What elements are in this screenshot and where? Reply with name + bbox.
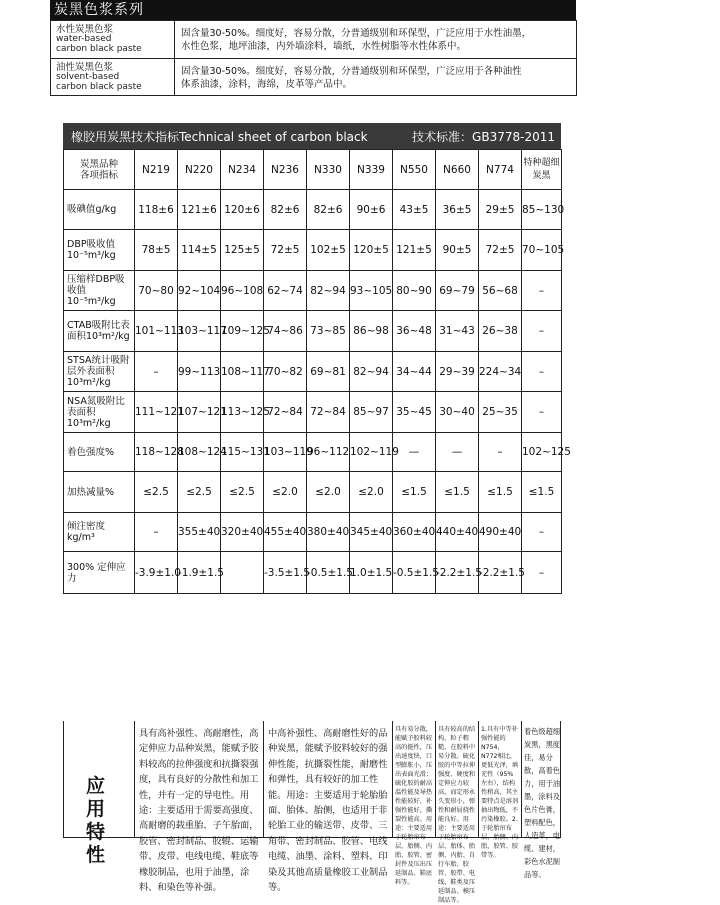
table-cell: 82~94 bbox=[350, 352, 393, 392]
table-cell: 108~117 bbox=[221, 352, 264, 392]
table-cell: 36±5 bbox=[436, 190, 479, 230]
table-cell: -0.5±1.5 bbox=[307, 552, 350, 594]
table-cell: 69~81 bbox=[307, 352, 350, 392]
table-cell: ≤2.5 bbox=[178, 472, 221, 513]
table-row bbox=[64, 352, 562, 392]
header-label-line: 各项指标 bbox=[79, 169, 118, 181]
table-cell: 113~125 bbox=[221, 392, 264, 433]
table-cell: 355±40 bbox=[178, 513, 221, 552]
table-cell: 1.0±1.5 bbox=[350, 552, 393, 594]
row-label: 吸碘值g/kg bbox=[64, 190, 135, 230]
table-cell: — bbox=[436, 433, 479, 472]
table-cell: – bbox=[522, 271, 562, 311]
table-cell: 115~131 bbox=[221, 433, 264, 472]
application-label-cell bbox=[64, 721, 135, 866]
table-cell bbox=[221, 552, 264, 594]
table-cell: 70~105 bbox=[522, 230, 562, 271]
table-cell: – bbox=[522, 311, 562, 352]
spec-table bbox=[63, 149, 571, 594]
table-cell: 56~68 bbox=[479, 271, 522, 311]
grade-header: 特种超细炭黑 bbox=[522, 150, 562, 190]
row-label: 压缩样DBP吸收值10⁻⁵m³/kg bbox=[64, 271, 135, 311]
row-label: STSA统计吸附层外表面积10³m²/kg bbox=[64, 352, 135, 392]
table-header-row bbox=[64, 150, 562, 190]
paste-row-solvent bbox=[51, 58, 576, 95]
table-cell: – bbox=[522, 513, 562, 552]
table-cell: ≤2.0 bbox=[350, 472, 393, 513]
table-cell: -3.9±1.0 bbox=[135, 552, 178, 594]
table-cell: 82±6 bbox=[264, 190, 307, 230]
table-cell: 114±5 bbox=[178, 230, 221, 271]
paste-name-cn: 水性炭黑色浆 bbox=[56, 24, 114, 35]
table-row bbox=[64, 392, 562, 433]
table-cell: 62~74 bbox=[264, 271, 307, 311]
table-cell: 224~34 bbox=[479, 352, 522, 392]
table-cell: 30~40 bbox=[436, 392, 479, 433]
application-col-1: 具有高补强性、高耐磨性，高定伸应力品种炭黑，能赋予胶料较高的拉伸强度和抗撕裂强度，具有良好的分散性和加工性，并有一定的导电性。用途：主要适用于需要高强度、高耐磨的载重胎、子午胎面，胶管、密封制品、胶辊、运输带、皮带、电线电缆、鞋底等橡胶制品，也用于油墨，涂料、和染色等补强。 bbox=[135, 721, 264, 837]
table-cell: 108~124 bbox=[178, 433, 221, 472]
table-cell: – bbox=[522, 352, 562, 392]
table-cell: 490±40 bbox=[479, 513, 522, 552]
table-cell: 360±40 bbox=[393, 513, 436, 552]
grade-header: N550 bbox=[393, 150, 436, 190]
row-label: 倾注密度 kg/m³ bbox=[64, 513, 135, 552]
table-cell: 96~108 bbox=[221, 271, 264, 311]
table-cell: 25~35 bbox=[479, 392, 522, 433]
paste-desc-line: 固含量30-50%。细度好，容易分散，分普通级别和环保型，广泛应用于水性油墨， bbox=[181, 28, 532, 39]
table-cell: 92~104 bbox=[178, 271, 221, 311]
paste-name-en: solvent-based bbox=[56, 72, 120, 82]
application-col-2: 中高补强性、高耐磨性好的品种炭黑，能赋予胶料较好的强伸性能，抗撕裂性能，耐磨性和弹性，具有较好的加工性能。用途：主要适用于轮胎胎面、胎体、胎侧，也适用于非轮胎工业的输送带、皮带、三角带、密封制品、胶管、电线电缆、油墨、涂料、塑料、印染及其他高质量橡胶工业制品等。 bbox=[264, 721, 393, 837]
table-cell: 82±6 bbox=[307, 190, 350, 230]
table-cell: ≤1.5 bbox=[393, 472, 436, 513]
table-cell: 26~38 bbox=[479, 311, 522, 352]
table-row bbox=[64, 472, 562, 513]
table-cell: – bbox=[479, 433, 522, 472]
table-cell: 118~128 bbox=[135, 433, 178, 472]
table-cell: – bbox=[522, 392, 562, 433]
table-cell: 102~119 bbox=[350, 433, 393, 472]
table-cell: 31~43 bbox=[436, 311, 479, 352]
table-cell: 86~98 bbox=[350, 311, 393, 352]
table-cell: 102±5 bbox=[307, 230, 350, 271]
paste-name-cell bbox=[51, 21, 175, 58]
paste-description bbox=[181, 27, 570, 53]
table-cell: -3.5±1.5 bbox=[264, 552, 307, 594]
table-row bbox=[64, 513, 562, 552]
table-cell: 29±5 bbox=[479, 190, 522, 230]
paste-row-water bbox=[51, 21, 576, 58]
table-cell: 72±5 bbox=[264, 230, 307, 271]
table-cell: 109~125 bbox=[221, 311, 264, 352]
table-row bbox=[64, 552, 562, 594]
grade-header: N220 bbox=[178, 150, 221, 190]
table-cell: 118±6 bbox=[135, 190, 178, 230]
paste-name-en: water-based bbox=[56, 34, 112, 44]
grade-header: N774 bbox=[479, 150, 522, 190]
table-cell: 380±40 bbox=[307, 513, 350, 552]
sheet-standard: 技术标准：GB3778-2011 bbox=[412, 130, 555, 144]
table-cell: 102~125 bbox=[522, 433, 562, 472]
table-cell: 43±5 bbox=[393, 190, 436, 230]
table-cell: 99~113 bbox=[178, 352, 221, 392]
application-row bbox=[63, 721, 561, 904]
table-cell: 345±40 bbox=[350, 513, 393, 552]
row-label: CTAB吸附比表面积10³m²/kg bbox=[64, 311, 135, 352]
table-cell: 440±40 bbox=[436, 513, 479, 552]
grade-header: N330 bbox=[307, 150, 350, 190]
row-label: 300% 定伸应力 bbox=[64, 552, 135, 594]
row-label: 加热减量% bbox=[64, 472, 135, 513]
table-cell: ≤2.5 bbox=[221, 472, 264, 513]
application-col-4: 具有较高的结构，粒子粗糙，在胶料中易分散。硫化胶的中等拉伸强度、硬度和定伸应力较高，而定形永久变形小，弹性和耐屈挠性能良好。用途：主要适用于轮胎帘布层、胎体、胎侧、内胎、自行车胎、胶管、胶带、电线、鞋类及压延制品、模压制品等。 bbox=[436, 721, 479, 837]
table-cell: 82~94 bbox=[307, 271, 350, 311]
table-row bbox=[64, 433, 562, 472]
technical-sheet bbox=[63, 123, 571, 904]
table-cell: 101~113 bbox=[135, 311, 178, 352]
row-label: NSA氮吸附比表面积10³m²/kg bbox=[64, 392, 135, 433]
table-cell: – bbox=[522, 552, 562, 594]
table-cell: -2.2±1.5 bbox=[479, 552, 522, 594]
table-cell: 70~82 bbox=[264, 352, 307, 392]
table-cell: 93~105 bbox=[350, 271, 393, 311]
sheet-title-bar bbox=[63, 123, 561, 149]
paste-table bbox=[50, 20, 577, 96]
table-row bbox=[64, 190, 562, 230]
table-cell: 121±5 bbox=[393, 230, 436, 271]
table-cell: ≤1.5 bbox=[436, 472, 479, 513]
paste-desc-line: 水性色浆，地坪油漆，内外墙涂料，墙纸，水性树脂等水性体系中。 bbox=[181, 41, 467, 52]
row-label: 着色强度% bbox=[64, 433, 135, 472]
table-cell: 73~85 bbox=[307, 311, 350, 352]
table-cell: 107~121 bbox=[178, 392, 221, 433]
table-row bbox=[64, 311, 562, 352]
table-cell: -2.2±1.5 bbox=[436, 552, 479, 594]
table-cell: 85~97 bbox=[350, 392, 393, 433]
table-cell: 74~86 bbox=[264, 311, 307, 352]
table-cell: 96~112 bbox=[307, 433, 350, 472]
table-cell: – bbox=[135, 352, 178, 392]
grade-header: N236 bbox=[264, 150, 307, 190]
paste-series-header: 炭黑色浆系列 bbox=[50, 0, 576, 20]
paste-desc-line: 固含量30-50%。细度好，容易分散，分普通级别和环保型，广泛应用于各种油性 bbox=[181, 66, 522, 77]
paste-name-en: carbon black paste bbox=[56, 81, 142, 92]
table-cell: 34~44 bbox=[393, 352, 436, 392]
table-cell: ≤1.5 bbox=[522, 472, 562, 513]
table-cell: 120±5 bbox=[350, 230, 393, 271]
paste-name-en: carbon black paste bbox=[56, 43, 142, 54]
table-cell: 320±40 bbox=[221, 513, 264, 552]
table-cell: 103~119 bbox=[264, 433, 307, 472]
application-col-6: 着色级超细炭黑，黑度佳，易分散，高着色力，用于油墨，涂料及色片色膏，塑料配色，人造革，电缆、建材，彩色水泥制品等。 bbox=[524, 727, 560, 879]
paste-desc-line: 体系油漆，涂料，海绵，皮革等产品中。 bbox=[181, 79, 353, 90]
header-label-cell bbox=[64, 150, 135, 190]
grade-header: N219 bbox=[135, 150, 178, 190]
table-cell: 90±5 bbox=[436, 230, 479, 271]
table-cell: 120±6 bbox=[221, 190, 264, 230]
application-label: 应用特性 bbox=[86, 775, 106, 866]
paste-description bbox=[181, 65, 570, 91]
table-cell: 70~80 bbox=[135, 271, 178, 311]
table-cell: -0.5±1.5 bbox=[393, 552, 436, 594]
table-cell: ≤2.0 bbox=[264, 472, 307, 513]
table-cell: 72~84 bbox=[264, 392, 307, 433]
header-label-line: 炭黑品种 bbox=[79, 158, 118, 170]
table-cell: 455±40 bbox=[264, 513, 307, 552]
application-col-3: 具有易分散，能赋予胶料较高的挺性，压出速度快，口型膨胀小，压出表面光滑；硫化胶的耐高温性能及导热性能较好，补强性能好，撕裂性能高。用途：主要适用于轮胎帘布层、胎侧、内胎、胶管、密封件及压出压延制品、鞋底料等。 bbox=[393, 721, 436, 837]
table-cell: 29~39 bbox=[436, 352, 479, 392]
table-cell: – bbox=[135, 513, 178, 552]
table-cell: 90±6 bbox=[350, 190, 393, 230]
table-cell: 72±5 bbox=[479, 230, 522, 271]
table-cell: 69~79 bbox=[436, 271, 479, 311]
sheet-title: 橡胶用炭黑技术指标Technical sheet of carbon black bbox=[71, 130, 368, 144]
table-cell: 125±5 bbox=[221, 230, 264, 271]
table-cell: 121±6 bbox=[178, 190, 221, 230]
paste-name-cell bbox=[51, 59, 175, 95]
application-col-5: 1.具有中等补强性能的N754，N772相比，更低光泽，填充性（95%左右），结构性稍高，其主要特点是溶剂抽出物低，不污染橡胶。2.于轮胎帘布层、胎侧、内胎，胶管、胶带等。 bbox=[479, 721, 522, 837]
grade-header: N339 bbox=[350, 150, 393, 190]
grade-header: N234 bbox=[221, 150, 264, 190]
table-row bbox=[64, 271, 562, 311]
table-cell: ≤1.5 bbox=[479, 472, 522, 513]
table-cell: — bbox=[393, 433, 436, 472]
table-cell: ≤2.5 bbox=[135, 472, 178, 513]
grade-header: N660 bbox=[436, 150, 479, 190]
table-cell: 72~84 bbox=[307, 392, 350, 433]
table-cell: -1.9±1.5 bbox=[178, 552, 221, 594]
table-cell: 103~117 bbox=[178, 311, 221, 352]
table-cell: 36~48 bbox=[393, 311, 436, 352]
paste-name-cn: 油性炭黑色浆 bbox=[56, 62, 114, 73]
table-row bbox=[64, 230, 562, 271]
table-cell: 85~130 bbox=[522, 190, 562, 230]
row-label: DBP吸收值 10⁻⁵m³/kg bbox=[64, 230, 135, 271]
table-cell: 78±5 bbox=[135, 230, 178, 271]
table-cell: 80~90 bbox=[393, 271, 436, 311]
table-cell: 111~121 bbox=[135, 392, 178, 433]
table-cell: 35~45 bbox=[393, 392, 436, 433]
table-cell: ≤2.0 bbox=[307, 472, 350, 513]
